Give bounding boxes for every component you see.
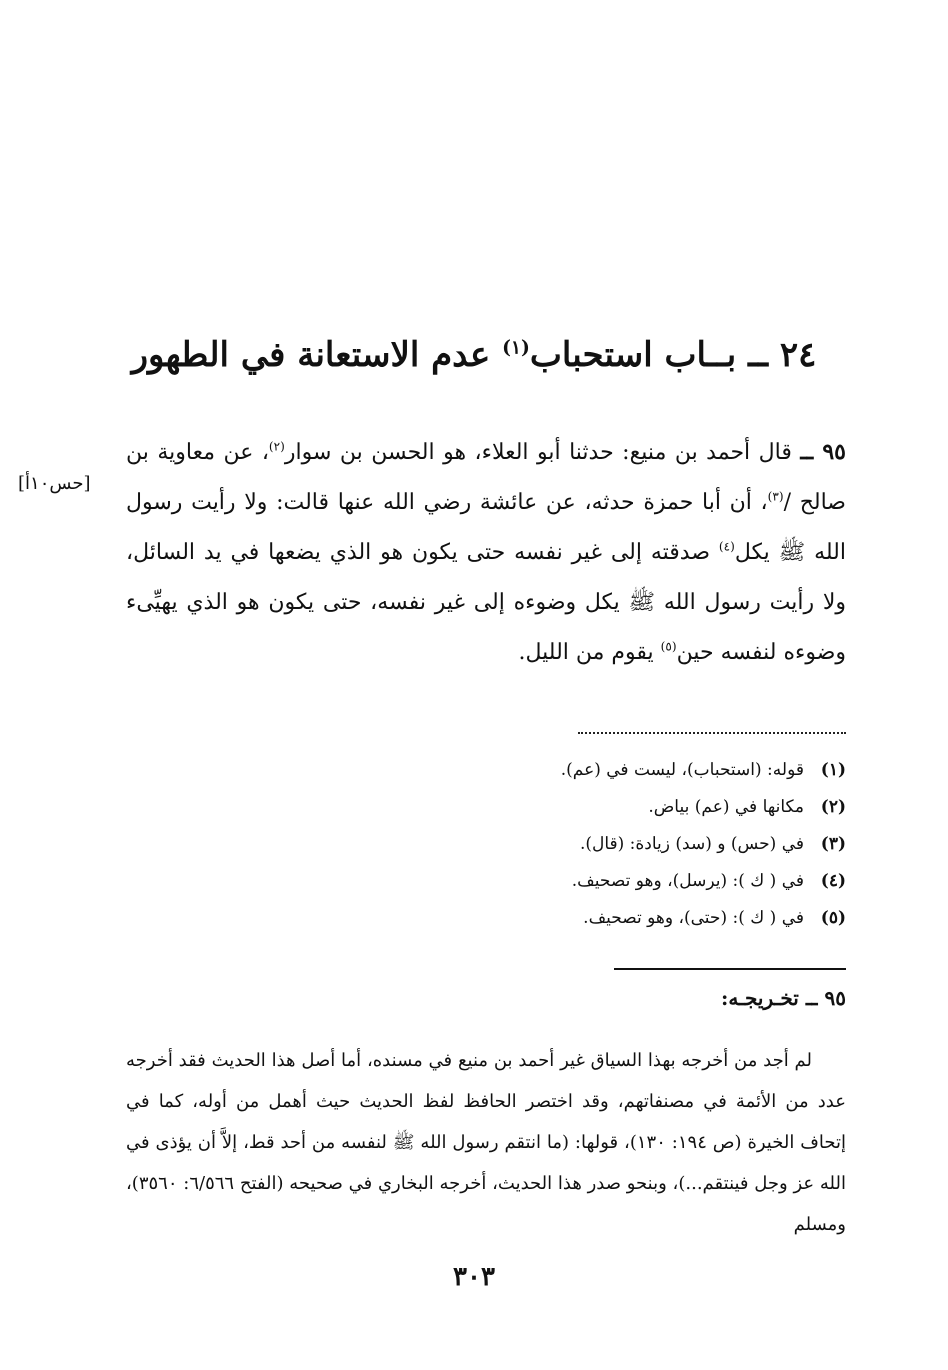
takhrij-divider: [614, 968, 846, 970]
footnote-text: في ( ك ): (حتى)، وهو تصحيف.: [583, 908, 804, 928]
takhrij-body: لم أجد من أخرجه بهذا السياق غير أحمد بن منيع في مسنده، أما أصل هذا الحديث فقد أخرجه عدد من الأئمة في مصنفاتهم، وقد اختصر الحافظ لفظ الحديث حيث أهمل من أوله، كما في إتحاف الخيرة (ص ١٩٤: ١٣٠)، قولها: (ما انتقم رسول الله ﷺ لنفسه من أحد قط، إلاَّ أن يؤذى في الله عز وجل فينتقم...)، وبنحو صدر هذا الحديث، أخرجه البخاري في صحيحه (الفتح ٦/٥٦٦: ٣٥٦٠)، ومسلم: [126, 1050, 847, 1235]
footnote-item: [126, 900, 846, 937]
chapter-title-end: عدم الاستعانة في الطهور: [131, 334, 503, 375]
footnote-number: (٤): [820, 871, 846, 891]
footnote-number: (٥): [820, 908, 846, 928]
footnote-ref-1: (١): [502, 336, 530, 359]
footnote-number: (١): [820, 760, 846, 780]
footnote-ref-3: (٣): [767, 489, 784, 504]
page-number: ٣٠٣: [453, 1262, 495, 1292]
footnote-item: [126, 752, 846, 789]
footnote-ref-4: (٤): [718, 539, 735, 554]
footnote-number: (٢): [820, 797, 846, 817]
footnote-text: في ( ك ): (يرسل)، وهو تصحيف.: [571, 871, 804, 891]
hadith-segment: صدقته إلى غير نفسه حتى يكون هو الذي يضعها في يد السائل، ولا رأيت رسول الله ﷺ يكل وضوءه إلى غير نفسه، حتى يكون هو الذي يهيِّىء وضوءه لنفسه حين: [126, 540, 846, 665]
hadith-segment: ، أن أبا حمزة حدثه، عن عائشة رضي الله عنها قالت: ولا رأيت رسول الله ﷺ يكل: [126, 490, 846, 565]
footnote-item: [126, 826, 846, 863]
footnote-item: [126, 789, 846, 826]
hadith-segment: قال أحمد بن منيع: حدثنا أبو العلاء، هو الحسن بن سوار: [284, 440, 801, 465]
chapter-title: [120, 327, 828, 383]
footnote-divider: [578, 732, 846, 734]
footnote-number: (٣): [820, 834, 846, 854]
hadith-segment: يقوم من الليل.: [518, 640, 661, 665]
footnote-text: في (حس) و (سد) زيادة: (قال).: [579, 834, 804, 854]
manuscript-margin-reference: [حس١٠أ]: [18, 473, 91, 494]
footnote-item: [126, 863, 846, 900]
chapter-title-start: ٢٤ ــ بــاب استحباب: [529, 334, 817, 375]
footnotes-list: [126, 752, 846, 937]
hadith-number: ٩٥ ــ: [800, 439, 846, 465]
hadith-segment: ، عن معاوية بن صالح /: [126, 440, 846, 515]
footnote-ref-5: (٥): [660, 639, 677, 654]
hadith-text: [126, 427, 846, 678]
takhrij-heading: ٩٥ ــ تخـريجـه:: [721, 986, 846, 1010]
footnote-text: مكانها في (عم) بياض.: [648, 797, 804, 817]
footnote-text: قوله: (استحباب)، ليست في (عم).: [560, 760, 804, 780]
footnote-ref-2: (٢): [268, 439, 285, 454]
